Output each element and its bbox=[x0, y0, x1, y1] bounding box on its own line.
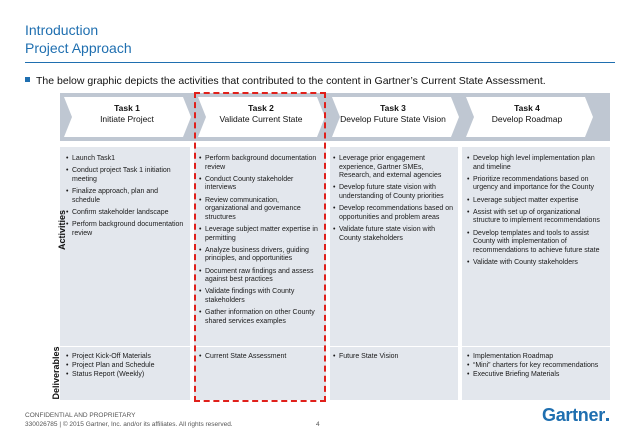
deliverable-item: • “Mini” charters for key recommendations bbox=[467, 362, 606, 371]
activity-item: • Analyze business drivers, guiding principles, and opportunities bbox=[199, 247, 321, 264]
activity-item: • Perform background documentation review bbox=[66, 221, 186, 238]
activity-item: • Assist with set up of organizational structure to implement recommendations bbox=[467, 209, 606, 226]
task-3-deliverables bbox=[333, 353, 455, 362]
deliverables-row-label: Deliverables bbox=[51, 346, 61, 400]
activity-item: • Develop templates and tools to assist County with implementation of recommendations to achieve future state bbox=[467, 230, 606, 256]
deliverable-item: • Project Kick-Off Materials bbox=[66, 353, 186, 362]
activity-item: • Leverage prior engagement experience, Gartner SMEs, Research, and external agencies bbox=[333, 155, 455, 181]
activity-item: • Develop future state vision with understanding of County priorities bbox=[333, 184, 455, 201]
activity-item: • Develop high level implementation plan and timeline bbox=[467, 155, 606, 172]
activity-item: • Review communication, organizational and governance structures bbox=[199, 197, 321, 223]
square-bullet-icon bbox=[25, 77, 30, 82]
task-1-name: Initiate Project bbox=[100, 114, 154, 124]
task-4-number: Task 4 bbox=[514, 103, 540, 113]
task-1-activities bbox=[66, 155, 186, 242]
activity-item: • Confirm stakeholder landscape bbox=[66, 209, 186, 218]
task-3-activities bbox=[333, 155, 455, 247]
footer-confidential: CONFIDENTIAL AND PROPRIETARY bbox=[25, 412, 136, 419]
task-1-header bbox=[72, 103, 182, 125]
activity-item: • Finalize approach, plan and schedule bbox=[66, 188, 186, 205]
task-3-number: Task 3 bbox=[380, 103, 406, 113]
intro-statement bbox=[25, 75, 546, 88]
logo-text: Gartner bbox=[542, 405, 605, 425]
task-1-deliverables bbox=[66, 353, 186, 381]
deliverable-item: • Current State Assessment bbox=[199, 353, 321, 362]
task-2-highlight-frame bbox=[194, 92, 326, 402]
deliverable-item: • Implementation Roadmap bbox=[467, 353, 606, 362]
activity-item: • Leverage subject matter expertise bbox=[467, 197, 606, 206]
activity-item: • Gather information on other County shared services examples bbox=[199, 309, 321, 326]
page-number: 4 bbox=[316, 421, 320, 428]
task-4-header bbox=[472, 103, 582, 125]
task-3-header bbox=[338, 103, 448, 125]
page-title: Introduction bbox=[25, 22, 99, 38]
deliverable-item: • Status Report (Weekly) bbox=[66, 371, 186, 380]
task-3-name: Develop Future State Vision bbox=[340, 114, 446, 124]
activity-item: • Perform background documentation review bbox=[199, 155, 321, 172]
intro-text: The below graphic depicts the activities that contributed to the content in Gartner’s Current State Assessment. bbox=[36, 75, 546, 87]
activity-item: • Conduct project Task 1 initiation meeting bbox=[66, 167, 186, 184]
task-2-name: Validate Current State bbox=[219, 114, 303, 124]
footer-copyright: 330026785 | © 2015 Gartner, Inc. and/or its affiliates. All rights reserved. bbox=[25, 421, 233, 428]
title-divider bbox=[25, 62, 615, 63]
deliverable-item: • Executive Briefing Materials bbox=[467, 371, 606, 380]
deliverable-item: • Project Plan and Schedule bbox=[66, 362, 186, 371]
activity-item: • Leverage subject matter expertise in permitting bbox=[199, 226, 321, 243]
logo-dot-icon bbox=[606, 418, 609, 421]
activity-item: • Launch Task1 bbox=[66, 155, 186, 164]
task-1-number: Task 1 bbox=[114, 103, 140, 113]
activity-item: • Conduct County stakeholder interviews bbox=[199, 176, 321, 193]
task-4-deliverables bbox=[467, 353, 606, 381]
activity-item: • Validate future state vision with County stakeholders bbox=[333, 226, 455, 243]
page-subtitle: Project Approach bbox=[25, 40, 132, 56]
deliverable-item: • Future State Vision bbox=[333, 353, 455, 362]
task-4-activities bbox=[467, 155, 606, 271]
activity-item: • Develop recommendations based on opportunities and problem areas bbox=[333, 205, 455, 222]
activity-item: • Validate with County stakeholders bbox=[467, 259, 606, 268]
activity-item: • Document raw findings and assess against best practices bbox=[199, 268, 321, 285]
row-divider bbox=[60, 346, 610, 347]
activity-item: • Prioritize recommendations based on urgency and importance for the County bbox=[467, 176, 606, 193]
activities-row-label: Activities bbox=[57, 209, 67, 251]
activity-item: • Validate findings with County stakeholders bbox=[199, 288, 321, 305]
task-2-number: Task 2 bbox=[248, 103, 274, 113]
gartner-logo bbox=[542, 405, 609, 426]
task-4-name: Develop Roadmap bbox=[491, 114, 563, 124]
